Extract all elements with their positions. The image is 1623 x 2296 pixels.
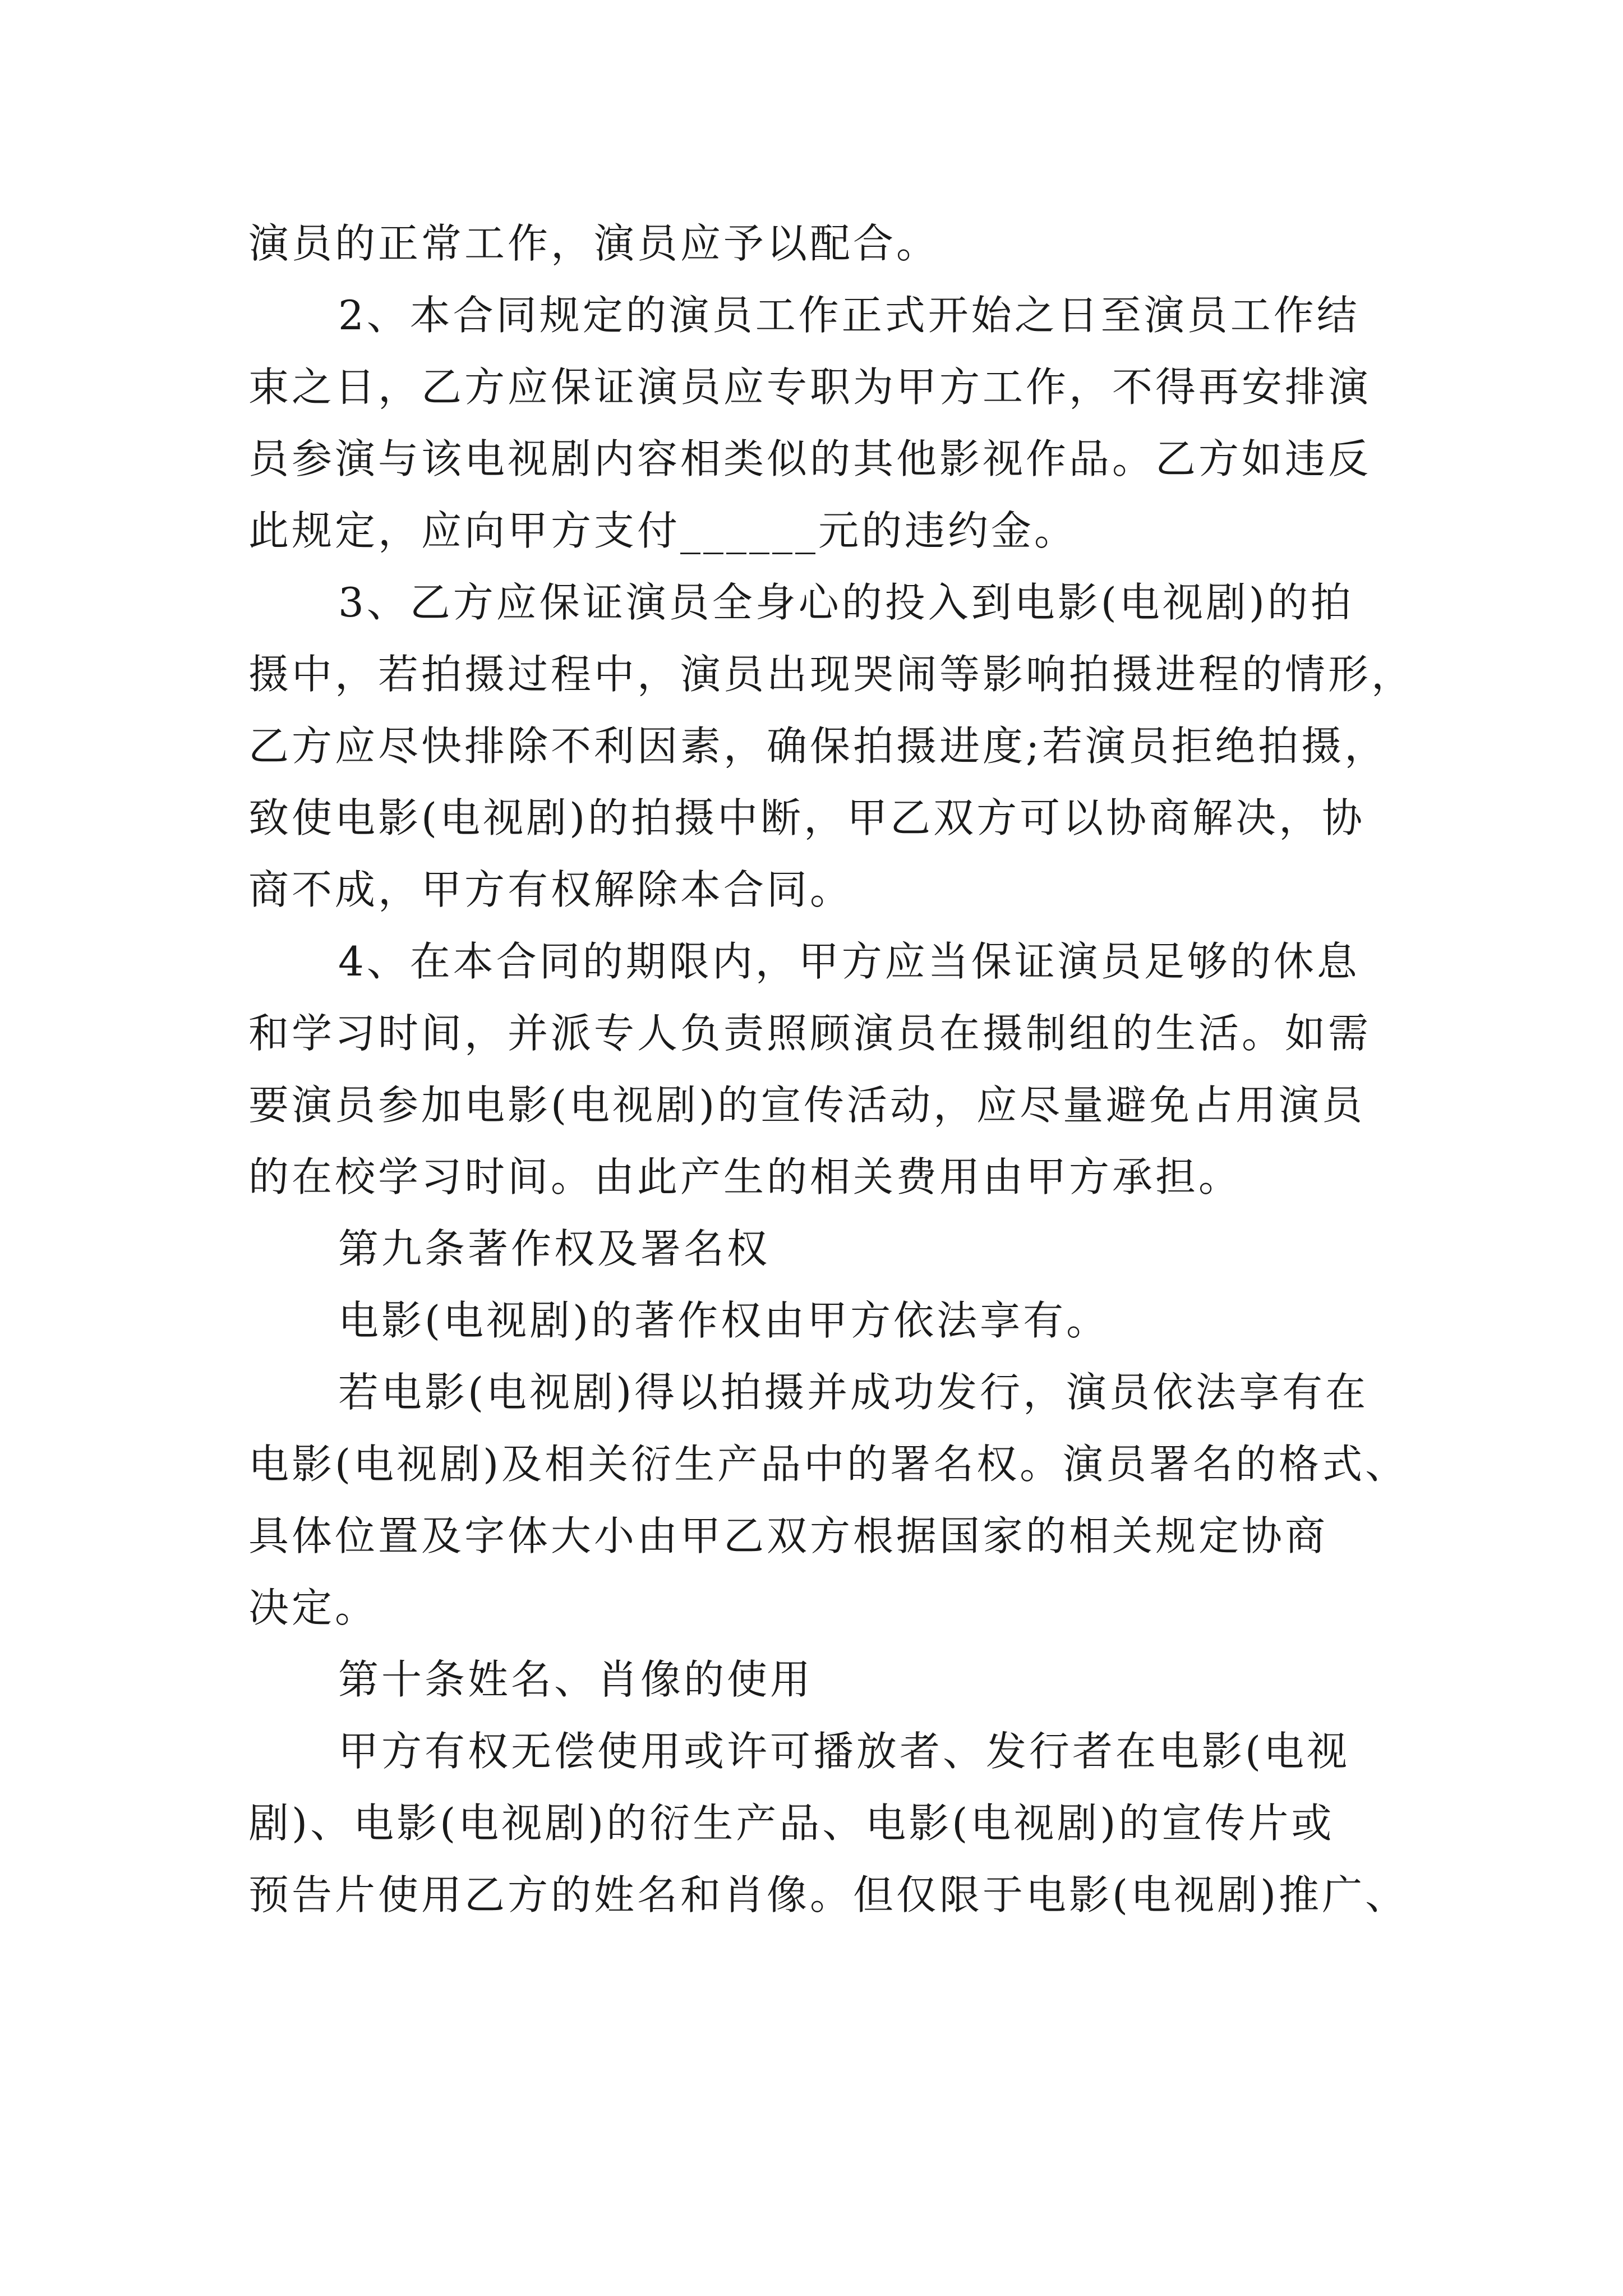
text-line: 决定。 [248, 1584, 379, 1631]
text-line: 3、乙方应保证演员全身心的投入到电影(电视剧)的拍 [338, 579, 1354, 626]
text-line: 此规定，应向甲方支付______元的违约金。 [248, 507, 1078, 554]
text-line: 员参演与该电视剧内容相类似的其他影视作品。乙方如违反 [248, 435, 1372, 482]
text-line: 束之日，乙方应保证演员应专职为甲方工作，不得再安排演 [248, 364, 1372, 411]
section-heading: 第九条著作权及署名权 [338, 1225, 771, 1272]
text-line: 和学习时间，并派专人负责照顾演员在摄制组的生活。如需 [248, 1010, 1372, 1057]
text-line: 演员的正常工作，演员应予以配合。 [248, 220, 940, 267]
text-line: 的在校学习时间。由此产生的相关费用由甲方承担。 [248, 1153, 1242, 1200]
text-line: 甲方有权无偿使用或许可播放者、发行者在电影(电视 [338, 1728, 1350, 1775]
text-line: 若电影(电视剧)得以拍摄并成功发行，演员依法享有在 [338, 1369, 1369, 1416]
text-line: 预告片使用乙方的姓名和肖像。但仅限于电影(电视剧)推广、 [248, 1871, 1409, 1918]
contract-body-text [248, 208, 1415, 1931]
text-line: 摄中，若拍摄过程中，演员出现哭闹等影响拍摄进程的情形， [248, 651, 1415, 698]
text-line: 乙方应尽快排除不利因素，确保拍摄进度;若演员拒绝拍摄， [248, 723, 1388, 770]
text-line: 剧)、电影(电视剧)的衍生产品、电影(电视剧)的宣传片或 [248, 1800, 1335, 1847]
text-line: 商不成，甲方有权解除本合同。 [248, 866, 854, 913]
text-line: 致使电影(电视剧)的拍摄中断，甲乙双方可以协商解决，协 [248, 794, 1366, 841]
text-line: 具体位置及字体大小由甲乙双方根据国家的相关规定协商 [248, 1512, 1329, 1559]
text-line: 电影(电视剧)及相关衍生产品中的署名权。演员署名的格式、 [248, 1441, 1409, 1488]
text-line: 电影(电视剧)的著作权由甲方依法享有。 [338, 1297, 1110, 1344]
section-heading: 第十条姓名、肖像的使用 [338, 1656, 814, 1703]
text-line: 2、本合同规定的演员工作正式开始之日至演员工作结 [338, 292, 1360, 339]
text-line: 要演员参加电影(电视剧)的宣传活动，应尽量避免占用演员 [248, 1082, 1366, 1129]
text-line: 4、在本合同的期限内，甲方应当保证演员足够的休息 [338, 938, 1360, 985]
